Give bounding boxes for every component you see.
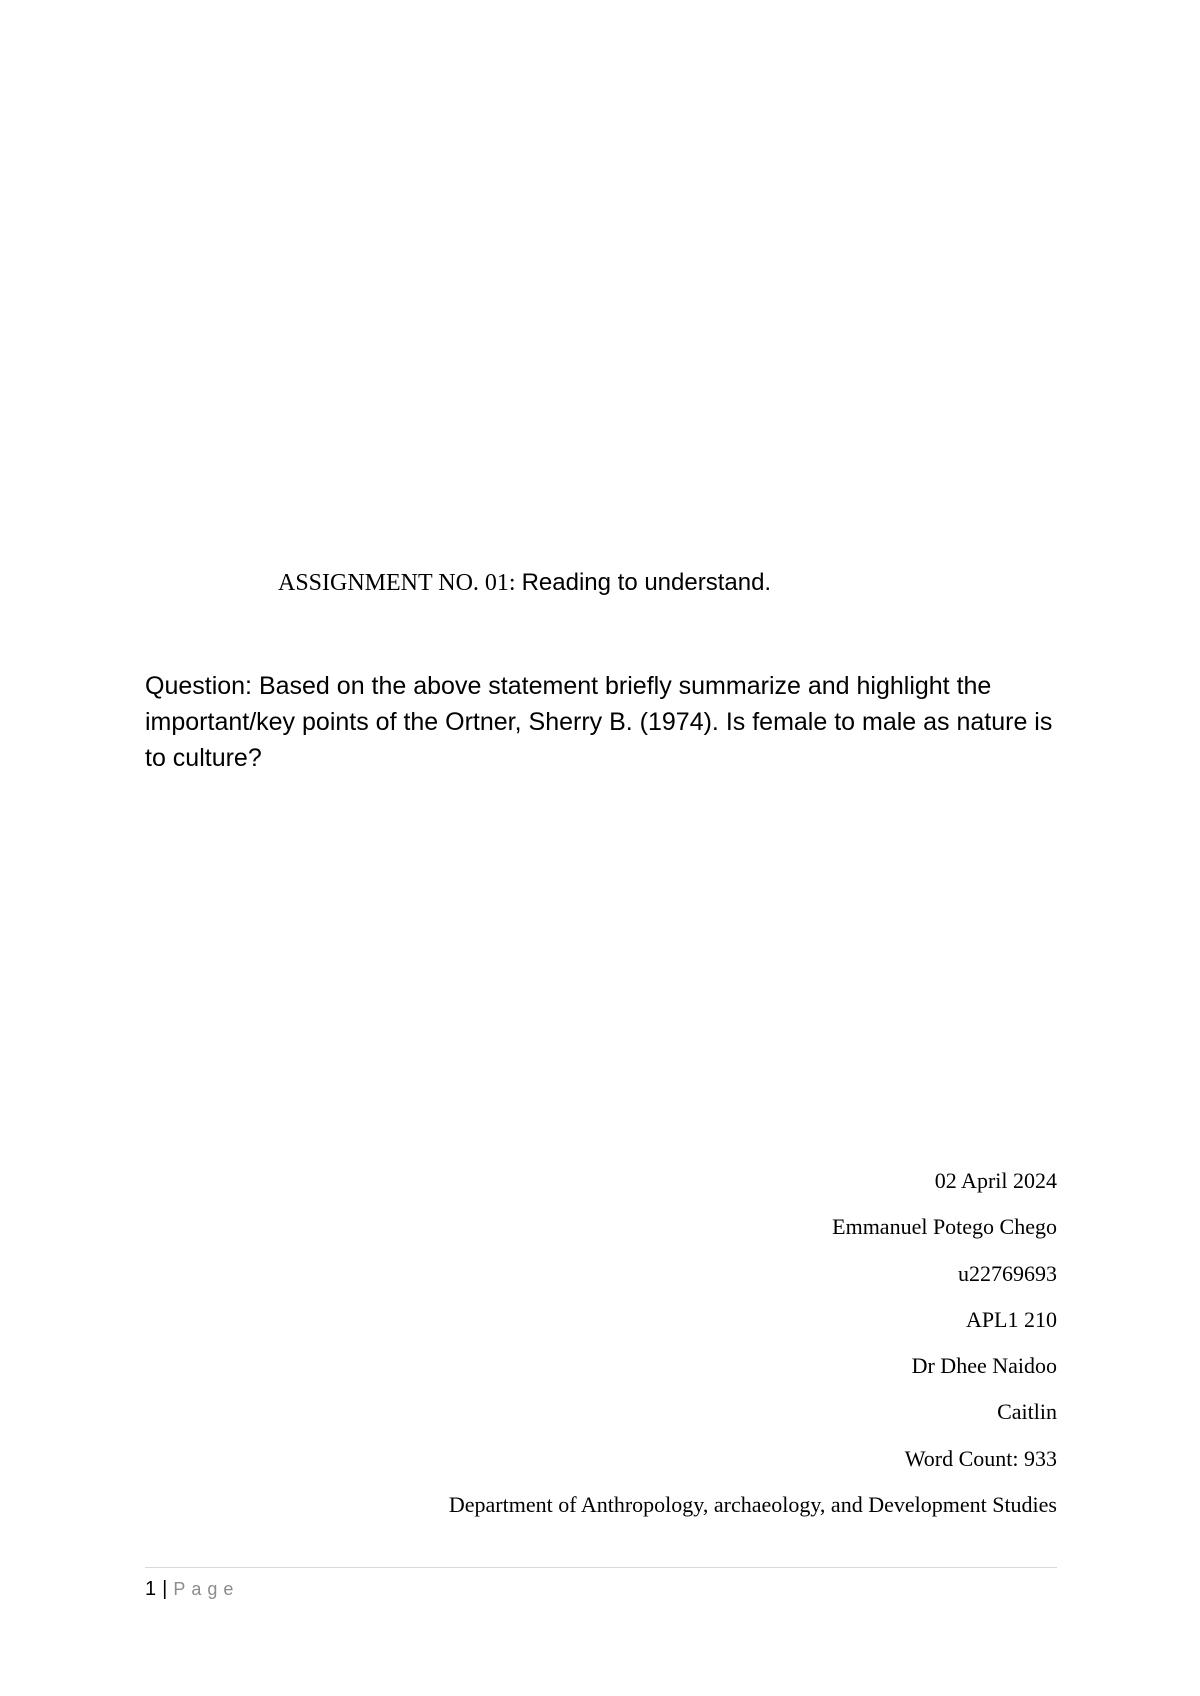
module-code: APL1 210: [965, 1306, 1057, 1332]
footer-divider: [145, 1567, 1057, 1568]
submission-date: 02 April 2024: [934, 1168, 1057, 1193]
assignment-heading: [278, 568, 771, 598]
assignment-question: Question: Based on the above statement briefly summarize and highlight the important/key points of the Ortner, Sherry B. (1974). Is female to male as nature is to culture?: [145, 672, 1053, 772]
page-footer: [145, 1577, 239, 1601]
department-name: Department of Anthropology, archaeology, and Development Studies: [448, 1492, 1057, 1518]
assignment-number: ASSIGNMENT NO. 01:: [278, 570, 516, 596]
author-name: Emmanuel Potego Chego: [832, 1214, 1057, 1240]
word-count: Word Count: 933: [904, 1445, 1057, 1471]
assignment-title: Reading to understand.: [521, 569, 772, 596]
submission-details: [257, 1158, 1057, 1528]
page-label: Page: [173, 1579, 240, 1599]
lecturer-name: Dr Dhee Naidoo: [911, 1353, 1057, 1379]
page-number: 1: [145, 1578, 157, 1600]
student-number: u22769693: [958, 1260, 1057, 1286]
footer-separator: |: [162, 1578, 168, 1600]
tutor-name: Caitlin: [997, 1399, 1057, 1425]
